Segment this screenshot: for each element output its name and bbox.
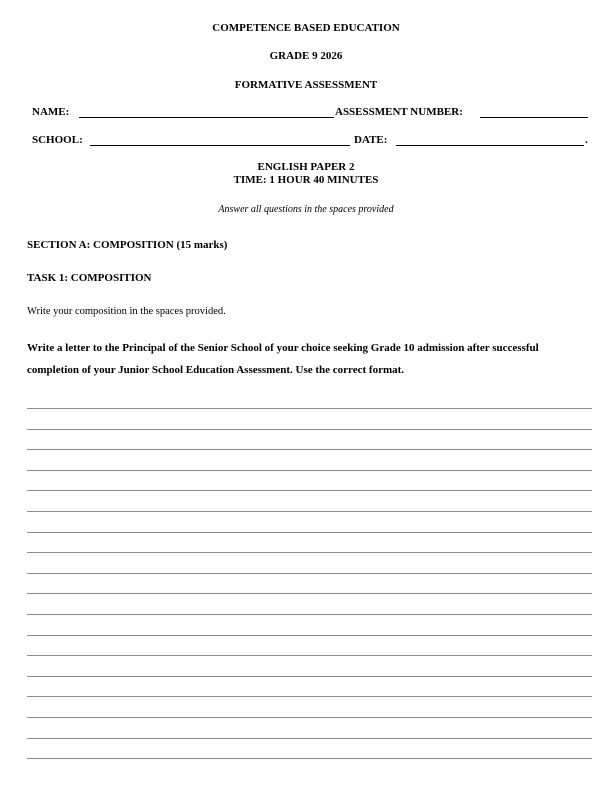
header-assessment: FORMATIVE ASSESSMENT xyxy=(234,79,378,91)
paper-time: TIME: 1 HOUR 40 MINUTES xyxy=(233,174,379,186)
task-heading: TASK 1: COMPOSITION xyxy=(27,272,152,284)
date-label: DATE: xyxy=(354,134,388,146)
task-direction: Write your composition in the spaces provided. xyxy=(27,306,226,317)
writing-line[interactable] xyxy=(27,614,592,615)
name-line[interactable] xyxy=(79,117,334,118)
writing-line[interactable] xyxy=(27,676,592,677)
writing-line[interactable] xyxy=(27,655,592,656)
writing-line[interactable] xyxy=(27,573,592,574)
writing-line[interactable] xyxy=(27,532,592,533)
writing-line[interactable] xyxy=(27,552,592,553)
writing-line[interactable] xyxy=(27,449,592,450)
writing-line[interactable] xyxy=(27,717,592,718)
name-label: NAME: xyxy=(32,106,70,118)
section-heading: SECTION A: COMPOSITION (15 marks) xyxy=(27,239,228,251)
writing-line[interactable] xyxy=(27,758,592,759)
date-end: . xyxy=(585,134,588,146)
writing-line[interactable] xyxy=(27,696,592,697)
writing-line[interactable] xyxy=(27,635,592,636)
school-line[interactable] xyxy=(90,145,350,146)
assessment-number-label: ASSESSMENT NUMBER: xyxy=(335,106,463,118)
writing-line[interactable] xyxy=(27,408,592,409)
writing-line[interactable] xyxy=(27,593,592,594)
header-title: COMPETENCE BASED EDUCATION xyxy=(212,22,400,34)
composition-prompt: Write a letter to the Principal of the Senior School of your choice seeking Grade 10 admission after successful completion of your Junior School Education Assessment. Use the correct format. xyxy=(27,342,539,376)
writing-line[interactable] xyxy=(27,511,592,512)
writing-line[interactable] xyxy=(27,490,592,491)
header-grade: GRADE 9 2026 xyxy=(269,50,343,62)
assessment-number-line[interactable] xyxy=(480,117,588,118)
writing-line[interactable] xyxy=(27,470,592,471)
paper-title: ENGLISH PAPER 2 xyxy=(257,161,355,173)
school-label: SCHOOL: xyxy=(32,134,83,146)
instruction-text: Answer all questions in the spaces provided xyxy=(218,204,394,215)
writing-line[interactable] xyxy=(27,738,592,739)
date-line[interactable] xyxy=(396,145,584,146)
writing-line[interactable] xyxy=(27,429,592,430)
